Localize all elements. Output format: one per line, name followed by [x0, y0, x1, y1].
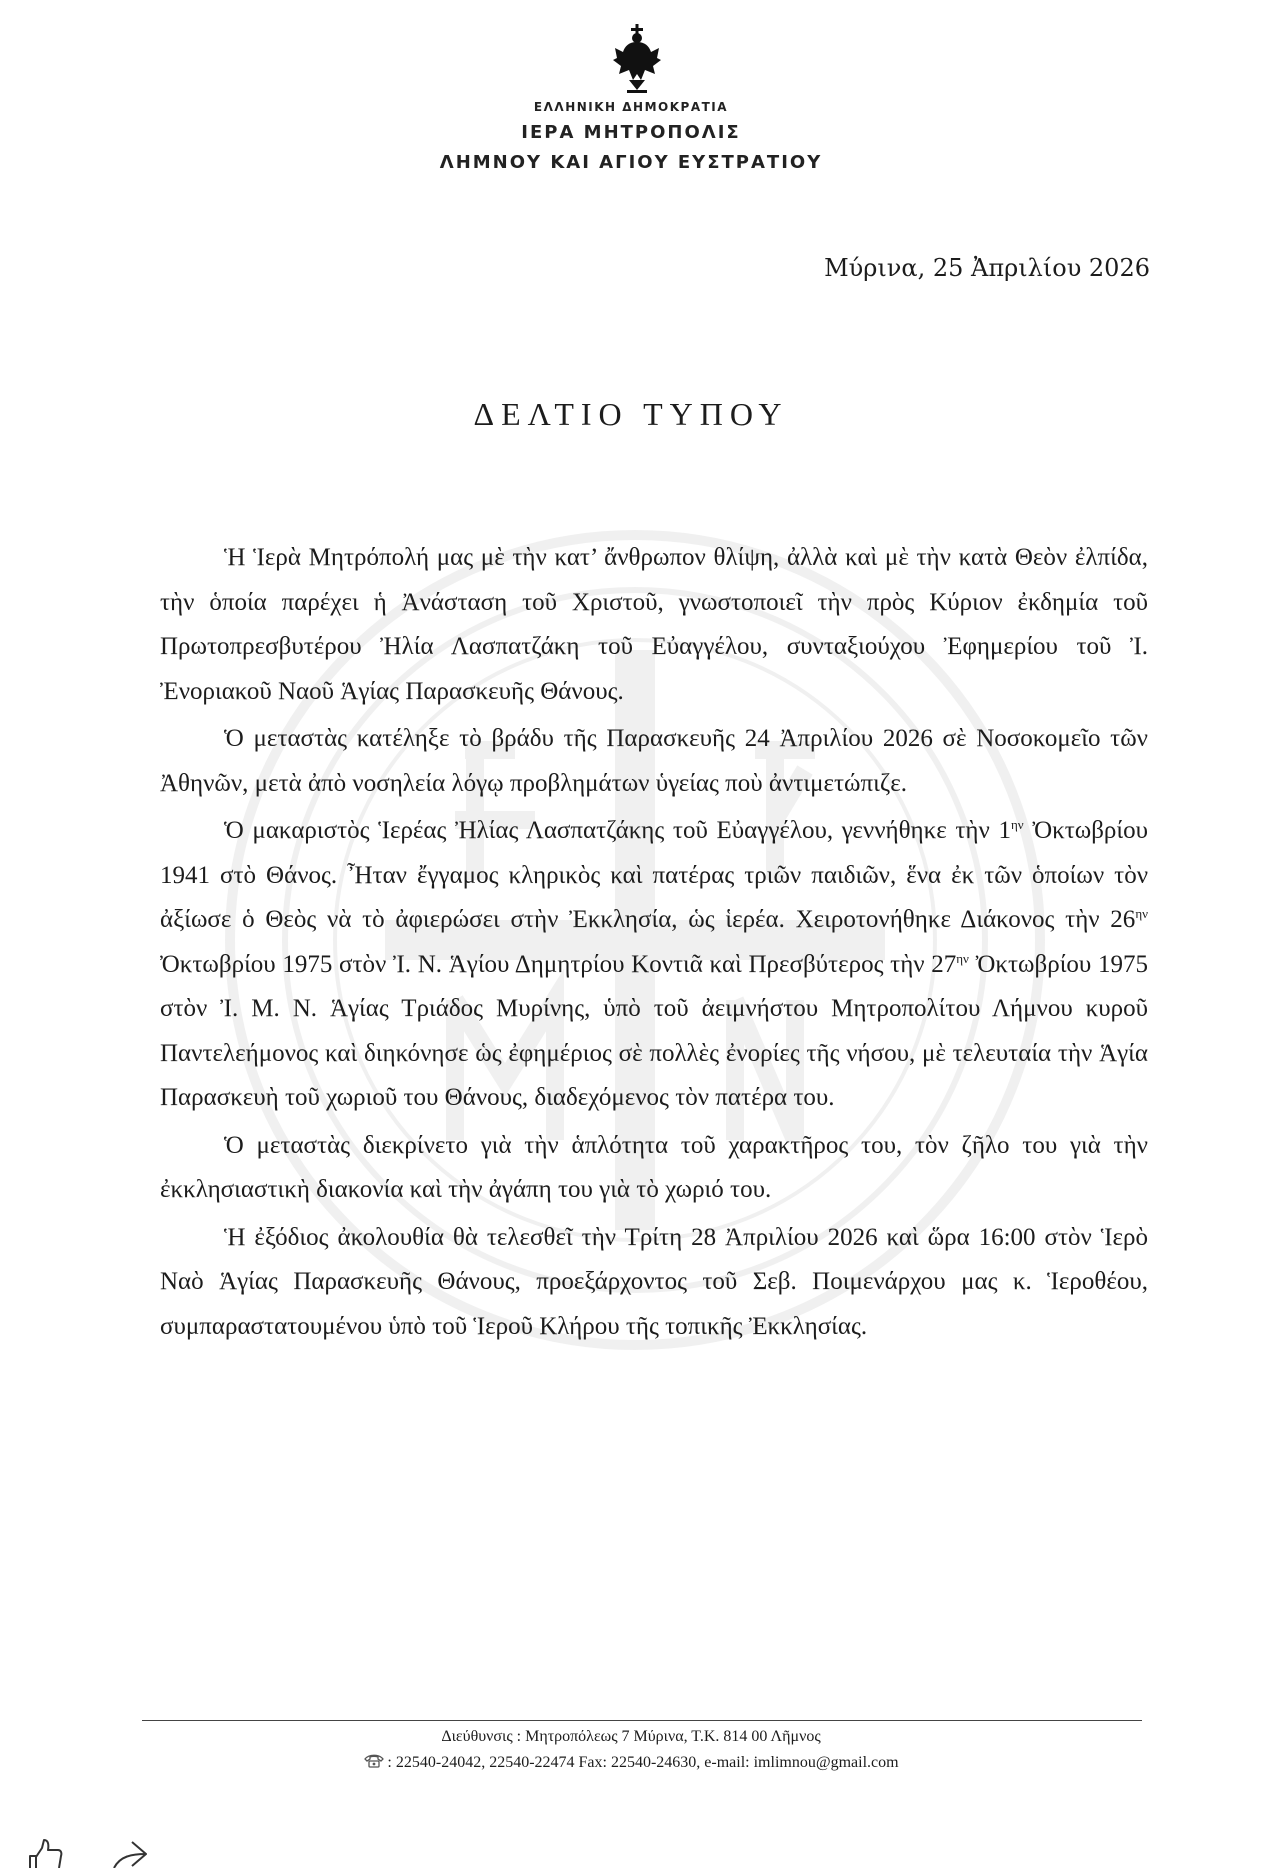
thumbs-up-icon[interactable]	[24, 1838, 64, 1868]
paragraph-5: Ἡ ἐξόδιος ἀκολουθία θὰ τελεσθεῖ τὴν Τρίτη 28 Ἀπριλίου 2026 καὶ ὥρα 16:00 στὸν Ἱερὸ Ναὸ Ἁγίας Παρασκευῆς Θάνους, προεξάρχοντος τοῦ Σεβ. Ποιμενάρχου μας κ. Ἱεροθέου, συμπαραστατουμένου ὑπὸ τοῦ Ἱεροῦ Κλήρου τῆς τοπικῆς Ἐκκλησίας.	[160, 1223, 1148, 1340]
paragraph-3-part-b: Ὀκτωβρίου 1941 στὸ Θάνος. Ἦταν ἔγγαμος κληρικὸς καὶ πατέρας τριῶν παιδιῶν, ἕνα ἐκ τῶν ὁποίων τὸν ἀξίωσε ὁ Θεὸς νὰ τὸ ἀφιερώσει στὴν Ἐκκλησία, ὡς ἱερέα. Χειροτονήθηκε Διάκονος τὴν 26	[160, 817, 1148, 933]
document-title: ΔΕΛΤΙΟ ΤΥΠΟΥ	[473, 396, 789, 432]
footer-contacts-text: : 22540-24042, 22540-22474 Fax: 22540-24630, e-mail: imlimnou@gmail.com	[387, 1754, 899, 1771]
header-metropolis: ΙΕΡΑ ΜΗΤΡΟΠΟΛΙΣ	[521, 122, 741, 143]
paragraph-4: Ὁ μεταστὰς διεκρίνετο γιὰ τὴν ἁπλότητα τοῦ χαρακτῆρος του, τὸν ζῆλο του γιὰ τὴν ἐκκλησιαστικὴ διακονία καὶ τὴν ἀγάπη του γιὰ τὸ χωριό του.	[160, 1131, 1148, 1203]
paragraph-2: Ὁ μεταστὰς κατέληξε τὸ βράδυ τῆς Παρασκευῆς 24 Ἀπριλίου 2026 σὲ Νοσοκομεῖο τῶν Ἀθηνῶν, μετὰ ἀπὸ νοσηλεία λόγῳ προβλημάτων ὑγείας ποὺ ἀντιμετώπιζε.	[160, 725, 1148, 797]
ordinal-superscript: ην	[956, 950, 969, 966]
header-republic: ΕΛΛΗΝΙΚΗ ΔΗΜΟΚΡΑΤΙΑ	[533, 100, 729, 114]
share-icon[interactable]	[110, 1838, 150, 1868]
header-diocese: ΛΗΜΝΟΥ ΚΑΙ ΑΓΙΟΥ ΕΥΣΤΡΑΤΙΟΥ	[439, 152, 823, 173]
document-date: Μύρινα, 25 Ἀπριλίου 2026	[824, 254, 1150, 282]
document-body	[160, 536, 1148, 1352]
footer-divider	[142, 1720, 1142, 1721]
paragraph-3-part-d: Ὀκτωβρίου 1975 στὸν Ἰ. Μ. Ν. Ἁγίας Τριάδος Μυρίνης, ὑπὸ τοῦ ἀειμνήστου Μητροπολίτου Λήμνου κυροῦ Παντελεήμονος καὶ διηκόνησε ὡς ἐφημέριος σὲ πολλὲς ἐνορίες τῆς νήσου, μὲ τελευταία τὴν Ἁγία Παρασκευὴ τοῦ χωριοῦ του Θάνους, διαδεχόμενος τὸν πατέρα του.	[160, 950, 1148, 1111]
footer-address: Διεύθυνσις : Μητροπόλεως 7 Μύρινα, Τ.Κ. 814 00 Λῆμνος	[441, 1728, 821, 1745]
byzantine-double-headed-eagle-icon	[611, 24, 663, 96]
paragraph-3-part-a: Ὁ μακαριστὸς Ἱερέας Ἠλίας Λασπατζάκης τοῦ Εὐαγγέλου, γεννήθηκε τὴν 1	[224, 817, 1011, 844]
footer-contacts	[0, 1754, 1262, 1772]
paragraph-1: Ἡ Ἱερὰ Μητρόπολή μας μὲ τὴν κατ’ ἄνθρωπον θλίψη, ἀλλὰ καὶ μὲ τὴν κατὰ Θεὸν ἐλπίδα, τὴν ὁποία παρέχει ἡ Ἀνάσταση τοῦ Χριστοῦ, γνωστοποιεῖ τὴν πρὸς Κύριον ἐκδημία τοῦ Πρωτοπρεσβυτέρου Ἠλία Λασπατζάκη τοῦ Εὐαγγέλου, συνταξιούχου Ἐφημερίου τοῦ Ἰ. Ἐνοριακοῦ Ναοῦ Ἁγίας Παρασκευῆς Θάνους.	[160, 544, 1148, 705]
paragraph-3-part-c: Ὀκτωβρίου 1975 στὸν Ἰ. Ν. Ἁγίου Δημητρίου Κοντιᾶ καὶ Πρεσβύτερος τὴν 27	[160, 950, 957, 978]
paragraph-3	[160, 809, 1148, 1121]
ordinal-superscript: ην	[1010, 817, 1024, 832]
ordinal-superscript: ην	[1135, 906, 1148, 921]
telephone-icon	[363, 1754, 385, 1768]
